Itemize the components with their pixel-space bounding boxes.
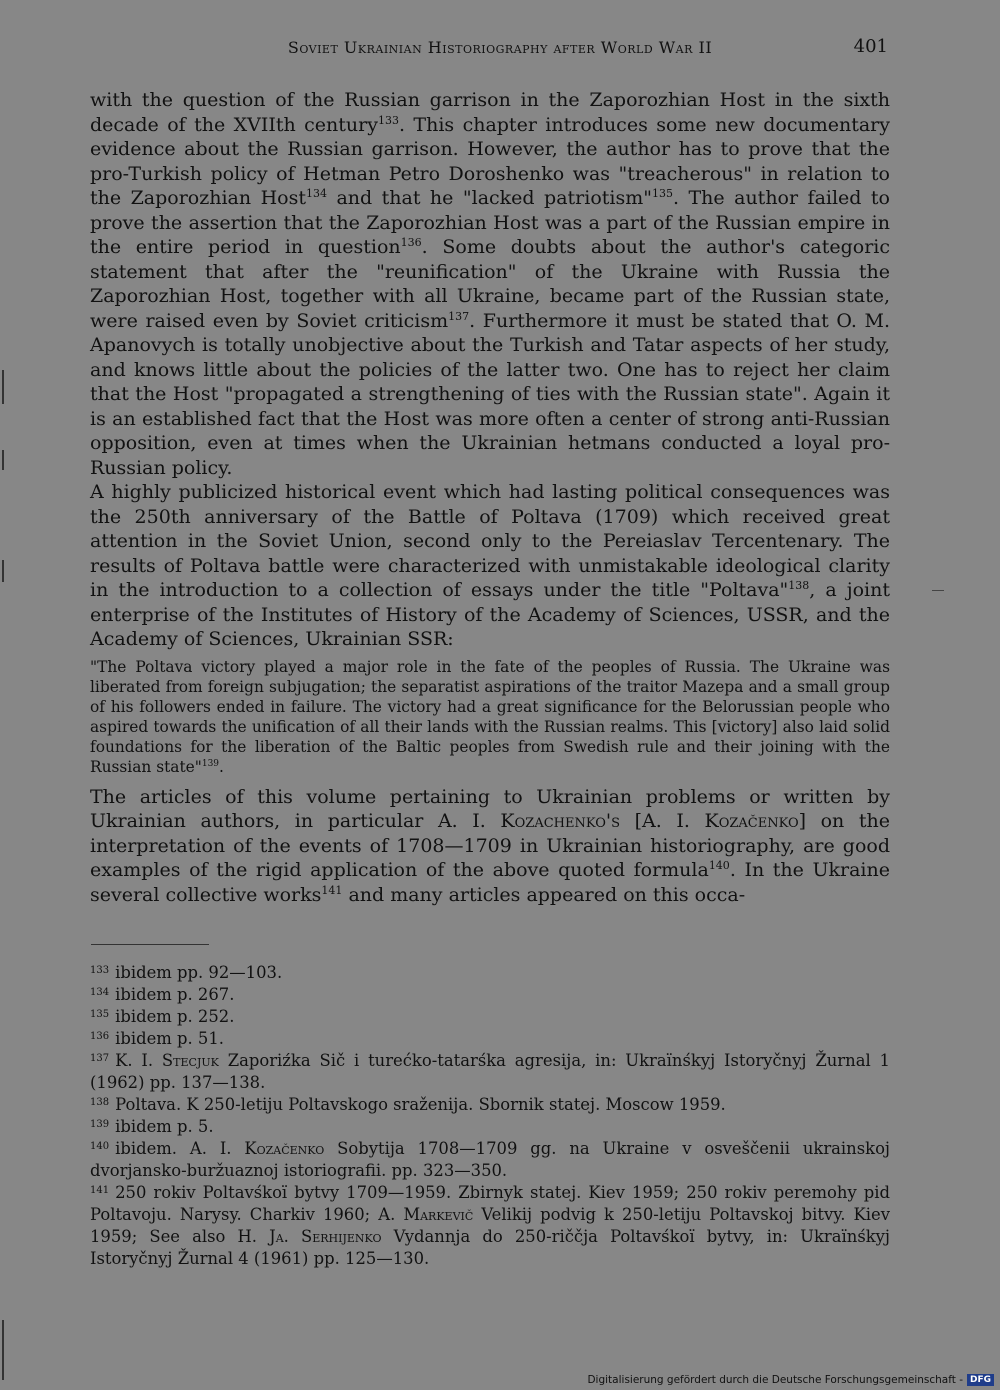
footnote-text: ibidem pp. 92—103. [115,963,283,982]
footnote-text: Sobytija 1708—1709 gg. na Ukraine v osveščenii ukrainskoj dvorjansko-buržuaznoj istoriografii. pp. 323—350. [90,1139,891,1180]
text-run: . Some doubts about the author's categoric statement that after the "reunification" of the Ukraine with Russia the Zaporozhian Host, together with all Ukraine, became part of the Russian state, were raised even by Soviet criticism [90,236,890,332]
footnote [90,1050,890,1094]
footnote [90,1138,890,1182]
text-run: and many articles appeared on this occa- [342,883,746,906]
footnote-text: ibidem p. 51. [115,1029,224,1048]
scan-margin-mark [2,370,4,404]
footnote [90,1116,890,1138]
footnote-text: ibidem p. 267. [115,985,235,1004]
text-run: . In the Ukraine several collective works [90,859,890,906]
footnote-number: 133 [90,965,110,976]
footnote-author: H. Ja. Serhijenko [237,1227,382,1246]
paragraph-2 [90,480,890,652]
text-run: . The author failed to prove the assertion that the Zaporozhian Host was a part of the Russian empire in the entire period in question [90,187,890,258]
footnote-number: 135 [90,1009,110,1020]
footnote-author: K. I. Stecjuk [115,1051,219,1070]
footnote-number: 139 [90,1119,110,1130]
footnote [90,962,890,984]
footnote [90,1006,890,1028]
footnote-text: ibidem p. 252. [115,1007,235,1026]
footnote-ref: 134 [305,187,327,200]
footnotes [90,962,890,1270]
running-header: Soviet Ukrainian Historiography after World War II [287,38,713,57]
dfg-logo-icon: DFG [967,1374,994,1386]
scan-margin-mark [2,1320,4,1380]
footnote-text: Velikij podvig k 250-letiju Poltavskoj bitvy. Kiev 1959; See also [90,1205,890,1246]
footnote [90,1028,890,1050]
text-run: . This chapter introduces some new documentary evidence about the Russian garrison. However, the author has to prove that the pro-Turkish policy of Hetman Petro Doroshenko was "treacherous" in relation to the Zaporozhian Host [90,113,890,209]
footnote-ref: 133 [377,113,399,127]
footnote [90,1094,890,1116]
scan-margin-mark [2,450,4,470]
main-text [90,88,890,907]
footnote-number: 138 [90,1097,110,1108]
footnote-ref: 135 [652,187,673,200]
text-run: A highly publicized historical event which had lasting political consequences was the 250th anniversary of the Battle of Poltava (1709) which received great attention in the Soviet Union, second only to the Pereiaslav Tercentenary. The results of Poltava battle were characterized with unmistakable ideological clarity in the introduction to a collection of essays under the title "Poltava" [90,481,890,601]
scan-margin-mark [2,560,4,582]
footnote-text: ibidem p. 5. [115,1117,214,1136]
scan-margin-mark [932,590,944,591]
footnote-ref: 140 [708,859,730,872]
text-run: The articles of this volume pertaining to Ukrainian problems or written by Ukrainian authors, in particular [90,785,890,832]
credit-text: Digitalisierung gefördert durch die Deutsche Forschungsgemeinschaft - [587,1374,963,1386]
text-run: ] on the interpretation of the events of 1708—1709 in Ukrainian historiography, are good examples of the rigid application of the above quoted formula [90,810,890,881]
page-number: 401 [853,36,888,57]
text-run: [ [620,810,643,832]
footnote-ref: 138 [788,579,810,592]
footnote-text: Zaporiźka Sič i turećko-tatarśka agresija, in: Ukraïnśkyj Istoryčnyj Žurnal 1 (1962) pp. 137—138. [90,1051,890,1092]
footnote-number: 141 [90,1185,110,1196]
text-run: "The Poltava victory played a major role in the fate of the peoples of Russia. The Ukraine was liberated from foreign subjugation; the separatist aspirations of the traitor Mazepa and a small group of his followers ended in failure. The victory had a great significance for the Belorussian people who aspired towards the unification of all their lands with the Russian realms. This [victory] also laid solid foundations for the liberation of the Baltic peoples from Swedish rule and their joining with the Russian state" [90,657,890,776]
footnote-author: A. Markevič [378,1205,474,1224]
footnote-number: 136 [90,1031,110,1042]
block-quote [90,657,890,777]
footnote-text: Vydannja do 250-riččja Poltavśkoï bytvy, in: Ukraïnśkyj Istoryčnyj Žurnal 4 (1961) pp. 125—130. [90,1227,891,1268]
text-run: with the question of the Russian garrison in the Zaporozhian Host in the sixth decade of the XVIIth century [90,89,890,136]
footnote-text: Poltava. K 250-letiju Poltavskogo sraženija. Sbornik statej. Moscow 1959. [115,1095,726,1114]
paragraph-3 [90,785,890,908]
paragraph-1 [90,88,890,480]
footnote [90,984,890,1006]
author-name: A. I. Kozačenko [642,810,799,832]
footnote-text: ibidem. [115,1139,190,1158]
footnote-number: 140 [90,1141,110,1152]
digitization-credit [587,1374,994,1386]
footnote [90,1182,890,1270]
footnote-ref: 139 [201,758,220,769]
author-name: A. I. Kozachenko's [437,810,621,832]
footnote-ref: 141 [321,883,343,897]
text-run: and that he "lacked patriotism" [326,187,652,209]
footnote-divider [91,944,209,945]
footnote-ref: 136 [400,236,422,249]
text-run: . Furthermore it must be stated that O. M. Apanovych is totally unobjective about the Turkish and Tatar aspects of her study, and knows little about the policies of the latter two. One has to reject her claim that the Host "propagated a strengthening of ties with the Russian state". Again it is an established fact that the Host was more often a center of strong anti-Russian opposition, even at times when the Ukrainian hetmans conducted a loyal pro-Russian policy. [90,309,890,479]
footnote-text: 250 rokiv Poltavśkoï bytvy 1709—1959. Zbirnyk statej. Kiev 1959; 250 rokiv peremohy pid Poltavoju. Narysy. Charkiv 1960; [90,1183,890,1224]
footnote-number: 137 [90,1053,110,1064]
footnote-ref: 137 [448,309,470,323]
footnote-author: A. I. Kozačenko [189,1139,325,1158]
text-run: . [219,757,224,776]
text-run: , a joint enterprise of the Institutes of History of the Academy of Sciences, USSR, and the Academy of Sciences, Ukrainian SSR: [90,579,890,650]
footnote-number: 134 [90,987,110,998]
